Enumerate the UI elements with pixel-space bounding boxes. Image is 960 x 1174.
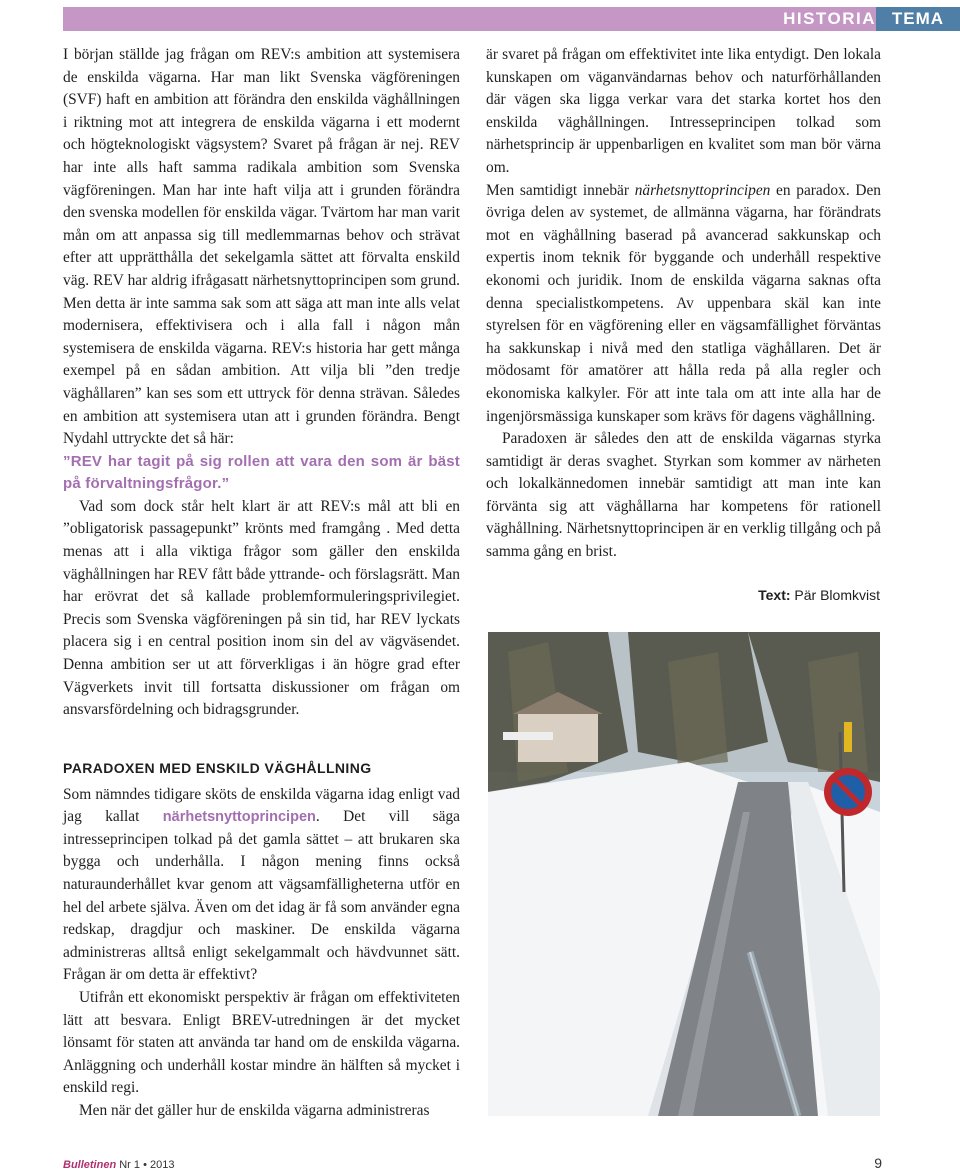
italic-term: närhetsnyttoprincipen [634,181,771,199]
byline-author: Pär Blomkvist [794,587,880,603]
section-label-historia: HISTORIA [783,9,876,28]
body-text: en paradox. Den övriga delen av systemet, de allmänna vägarna, har förändrats mot en väghållning baserad på avancerad sakkunskap och expertis inom teknik för byggande och underhåll respektive ekonomi och juridik. Inom de enskilda vägarna saknas ofta denna specialistkompetens. Av uppenbara skäl kan inte styrelsen för en vägförening eller en vägsamfällighet förväntas ha sakkunskap i nivå med den statliga väghållaren. Det är mödosamt för amatörer att hålla reda på alla regler och ekonomiska kalkyler. För att inte tala om att inte alla har de ingenjörsmässiga kunskaper som krävs för dagens väghållning. [486,181,881,425]
section-label-tema: TEMA [876,7,960,31]
article-column-left-top [63,44,460,722]
body-paragraph: är svaret på frågan om effektivitet inte lika entydigt. Den lokala kunskapen om väganvändarnas behov och naturförhållanden där vägen ska ligga verkar vara det starka kortet hos den enskilda väghållningen. Intresseprincipen tolkad som närhetsprincip är uppenbarligen en kvalitet som man bör värna om. [486,46,881,176]
body-paragraph: Paradoxen är således den att de enskilda vägarnas styrka samtidigt är deras svaghet. Styrkan som kommer av närheten och lokalkännedomen innebär samtidigt att man inte kan förvänta sig att väghållarna har kompetens för rationell väghållning. Närhetsnyttoprincipen är en verklig tillgång och på samma gång en brist. [486,430,881,561]
article-column-right [486,44,881,564]
byline-label: Text: [758,587,791,603]
body-paragraph: Vad som dock står helt klart är att REV:s mål att bli en ”obligatorisk passagepunkt” krönts med framgång . Med detta menas att i alla viktiga frågor som gäller den enskilda väghållningen har REV fått både yttrande- och förslagsrätt. Man har erövrat det så kallade problemformuleringsprivilegiet. Precis som Svenska vägföreningen på sin tid, har REV lyckats placera sig i en central position inom sin del av vägväsendet. Denna ambition ser ut att förverkligas i än högre grad efter Vägverkets invit till fortsatta diskussioner om frågan om ansvarsfördelning och bidragsgrunder. [63,497,460,719]
section-heading: PARADOXEN MED ENSKILD VÄGHÅLLNING [63,760,372,776]
author-byline [758,587,880,603]
body-paragraph: Utifrån ett ekonomiskt perspektiv är frågan om effektiviteten lätt att besvara. Enligt BREV-utredningen är det mycket lönsamt för staten att använda tar hand om de enskilda vägarna. Anläggning och underhåll kostar mindre än hälften så mycket i enskild regi. [63,988,460,1097]
body-paragraph [486,180,881,429]
body-paragraph: Men när det gäller hur de enskilda vägarna administreras [79,1101,430,1119]
body-text: . Det vill säga intresseprincipen tolkad på det gamla sättet – att brukaren ska bygga och underhålla. I någon mening finns också naturaunderhållet kvar genom att vägsamfälligheterna utför en hel del arbete själva. Även om det idag är få som använder egna redskap, dragdjur och maskiner. De enskilda vägarna administreras alltså enligt sekelgammalt och hävdvunnet sätt. Frågan är om detta är effektivt? [63,808,461,984]
body-text: Men samtidigt innebär [486,181,635,199]
body-paragraph: I början ställde jag frågan om REV:s ambition att systemisera de enskilda vägarna. Har man likt Svenska vägföreningen (SVF) haft en ambition att förändra den enskilda väghållningen i riktning mot att integrera de enskilda vägarna i ett modernt och högteknologiskt vägsystem? Svaret på frågan är nej. REV har inte alls haft samma radikala ambition som Svenska vägföreningen. Man har inte haft vilja att i grunden förändra den svenska modellen för enskilda vägar. Tvärtom har man varit mån om att anpassa sig till medlemmarnas behov och strävat efter att upprätthålla det sekelgamla sättet att förvalta enskild väg. REV har aldrig ifrågasatt närhetsnyttoprincipen som grund. Men detta är inte samma sak som att säga att man inte alls velat modernisera, effektivisera och i alla fall i någon mån systemisera de enskilda vägarna. REV:s historia har gett många exempel på en sådan ambition. Att vilja bli ”den tredje väghållaren” kan ses som ett uttryck för denna strävan. Således en ambition att systemisera utan att i grunden förändra. Bengt Nydahl uttryckte det så här: [63,46,460,448]
body-text: Som nämndes tidigare sköts de enskilda vägarna idag enligt vad jag kallat [63,785,460,826]
footer-issue: Nr 1 • 2013 [119,1159,175,1171]
road-photo [488,632,880,1116]
article-column-left-bottom [63,757,460,1123]
highlighted-term: närhetsnyttoprincipen [162,809,316,826]
pull-quote: ”REV har tagit på sig rollen att vara den som är bäst på förvaltningsfrågor.” [63,452,460,493]
footer-brand: Bulletinen [63,1159,117,1171]
page-number: 9 [874,1155,882,1171]
winter-road-illustration [488,632,880,1116]
body-paragraph [63,784,460,987]
page-footer [63,1159,174,1171]
